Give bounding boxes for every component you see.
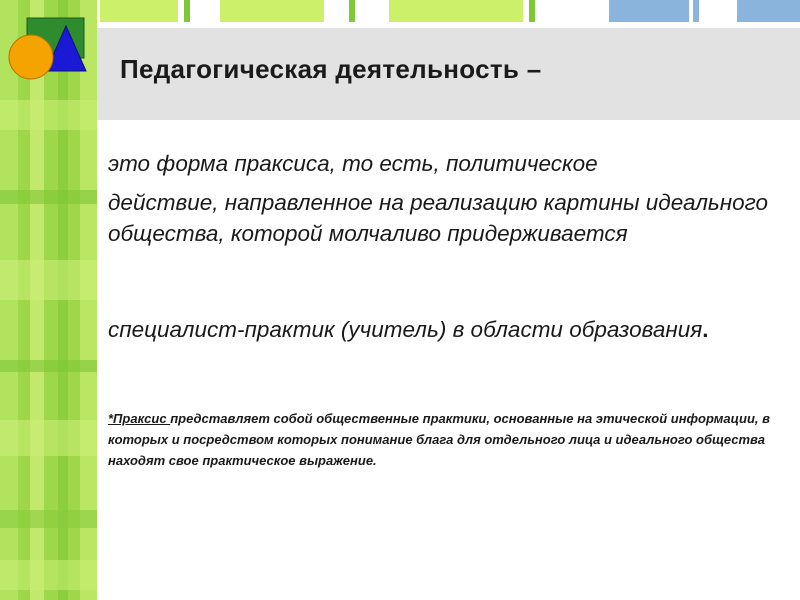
definition-continuation <box>108 314 788 345</box>
decorative-sidebar <box>0 0 97 600</box>
footnote-term: *Праксис <box>108 411 171 426</box>
slide-title: Педагогическая деятельность – <box>120 54 542 84</box>
definition-line-1: это форма праксиса, то есть, политическое <box>108 151 598 176</box>
definition-line-rest: действие, направленное на реализацию картины идеального общества, которой молчаливо придерживается <box>108 190 769 246</box>
footnote-text: представляет собой общественные практики, основанные на этической информации, в которых и посредством которых понимание блага для отдельного лица и идеального общества находят свое практическое выражение. <box>108 411 770 468</box>
definition-period: . <box>702 317 709 342</box>
definition-line-2: специалист-практик (учитель) в области образования <box>108 317 703 342</box>
footnote <box>108 408 778 471</box>
definition-paragraph <box>108 148 788 249</box>
geometric-shapes-logo <box>0 0 97 90</box>
logo-circle-icon <box>9 35 53 79</box>
top-decorative-stripes <box>97 0 800 22</box>
